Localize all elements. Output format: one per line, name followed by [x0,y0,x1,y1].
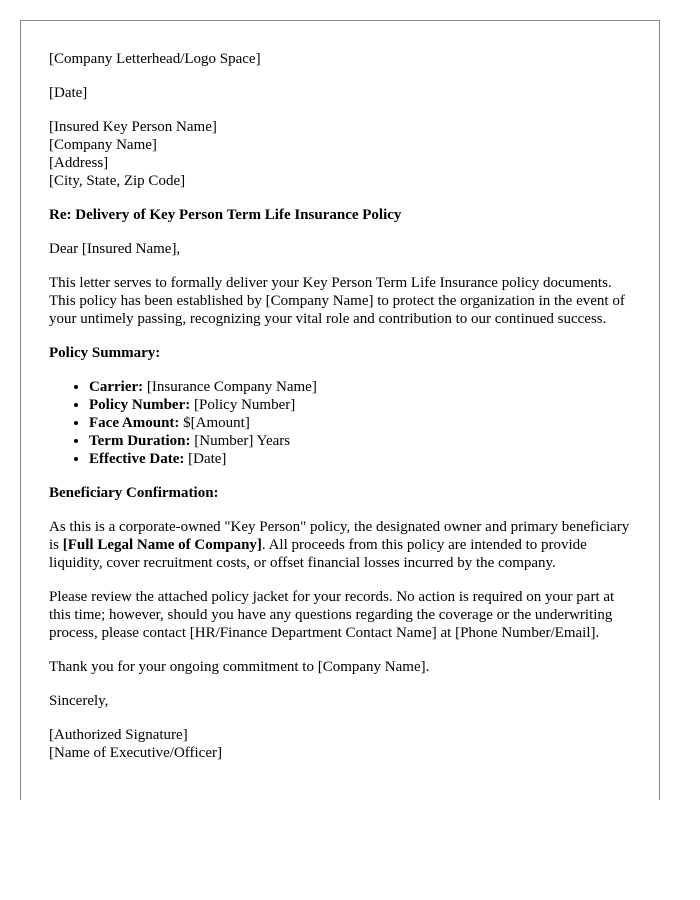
summary-item-label: Carrier: [89,379,144,395]
letterhead: [Company Letterhead/Logo Space] [49,51,261,67]
summary-item-label: Policy Number: [89,397,191,413]
recipient-company: [Company Name] [49,137,157,153]
beneficiary-heading: Beneficiary Confirmation: [49,485,219,501]
summary-item-value: [Date] [184,451,227,467]
recipient-address: [Address] [49,155,109,171]
policy-summary-item [89,414,639,432]
summary-item-value: $[Amount] [179,415,250,431]
authorized-signature: [Authorized Signature] [49,727,188,743]
signer-title: [Name of Executive/Officer] [49,745,222,761]
summary-item-value: [Number] Years [190,433,291,449]
closing: Sincerely, [49,693,109,709]
policy-summary-item [89,450,639,468]
letter-date: [Date] [49,85,88,101]
thanks-paragraph: Thank you for your ongoing commitment to [Company Name]. [49,659,430,675]
signature-block [49,726,639,762]
intro-paragraph: This letter serves to formally deliver your Key Person Term Life Insurance policy documents. This policy has been established by [Company Name] to protect the organization in the event of your untimely passing, recognizing your vital role and contribution to our continued success. [49,275,625,327]
summary-item-label: Effective Date: [89,451,185,467]
policy-summary-item [89,396,639,414]
recipient-address-block [49,118,639,190]
beneficiary-text-after: . All proceeds from this policy are intended to provide liquidity, cover recruitment costs, or offset financial losses incurred by the company. [49,537,587,571]
summary-item-label: Face Amount: [89,415,180,431]
beneficiary-company-name: [Full Legal Name of Company] [62,537,262,553]
subject-line: Re: Delivery of Key Person Term Life Insurance Policy [49,207,402,223]
policy-summary-item [89,378,639,396]
beneficiary-paragraph [49,518,639,572]
review-paragraph: Please review the attached policy jacket for your records. No action is required on your part at this time; however, should you have any questions regarding the coverage or the underwriting process, please contact [HR/Finance Department Contact Name] at [Phone Number/Email]. [49,589,615,641]
policy-summary-list [49,378,639,468]
summary-item-label: Term Duration: [89,433,191,449]
summary-item-value: [Policy Number] [190,397,296,413]
letter-page [20,20,660,800]
salutation: Dear [Insured Name], [49,241,181,257]
recipient-city-state-zip: [City, State, Zip Code] [49,173,186,189]
recipient-name: [Insured Key Person Name] [49,119,217,135]
beneficiary-text-before: As this is a corporate-owned "Key Person" policy, the designated owner and primary beneficiary is [49,519,630,553]
summary-item-value: [Insurance Company Name] [143,379,317,395]
policy-summary-heading: Policy Summary: [49,345,161,361]
policy-summary-item [89,432,639,450]
letter-content [49,50,639,778]
